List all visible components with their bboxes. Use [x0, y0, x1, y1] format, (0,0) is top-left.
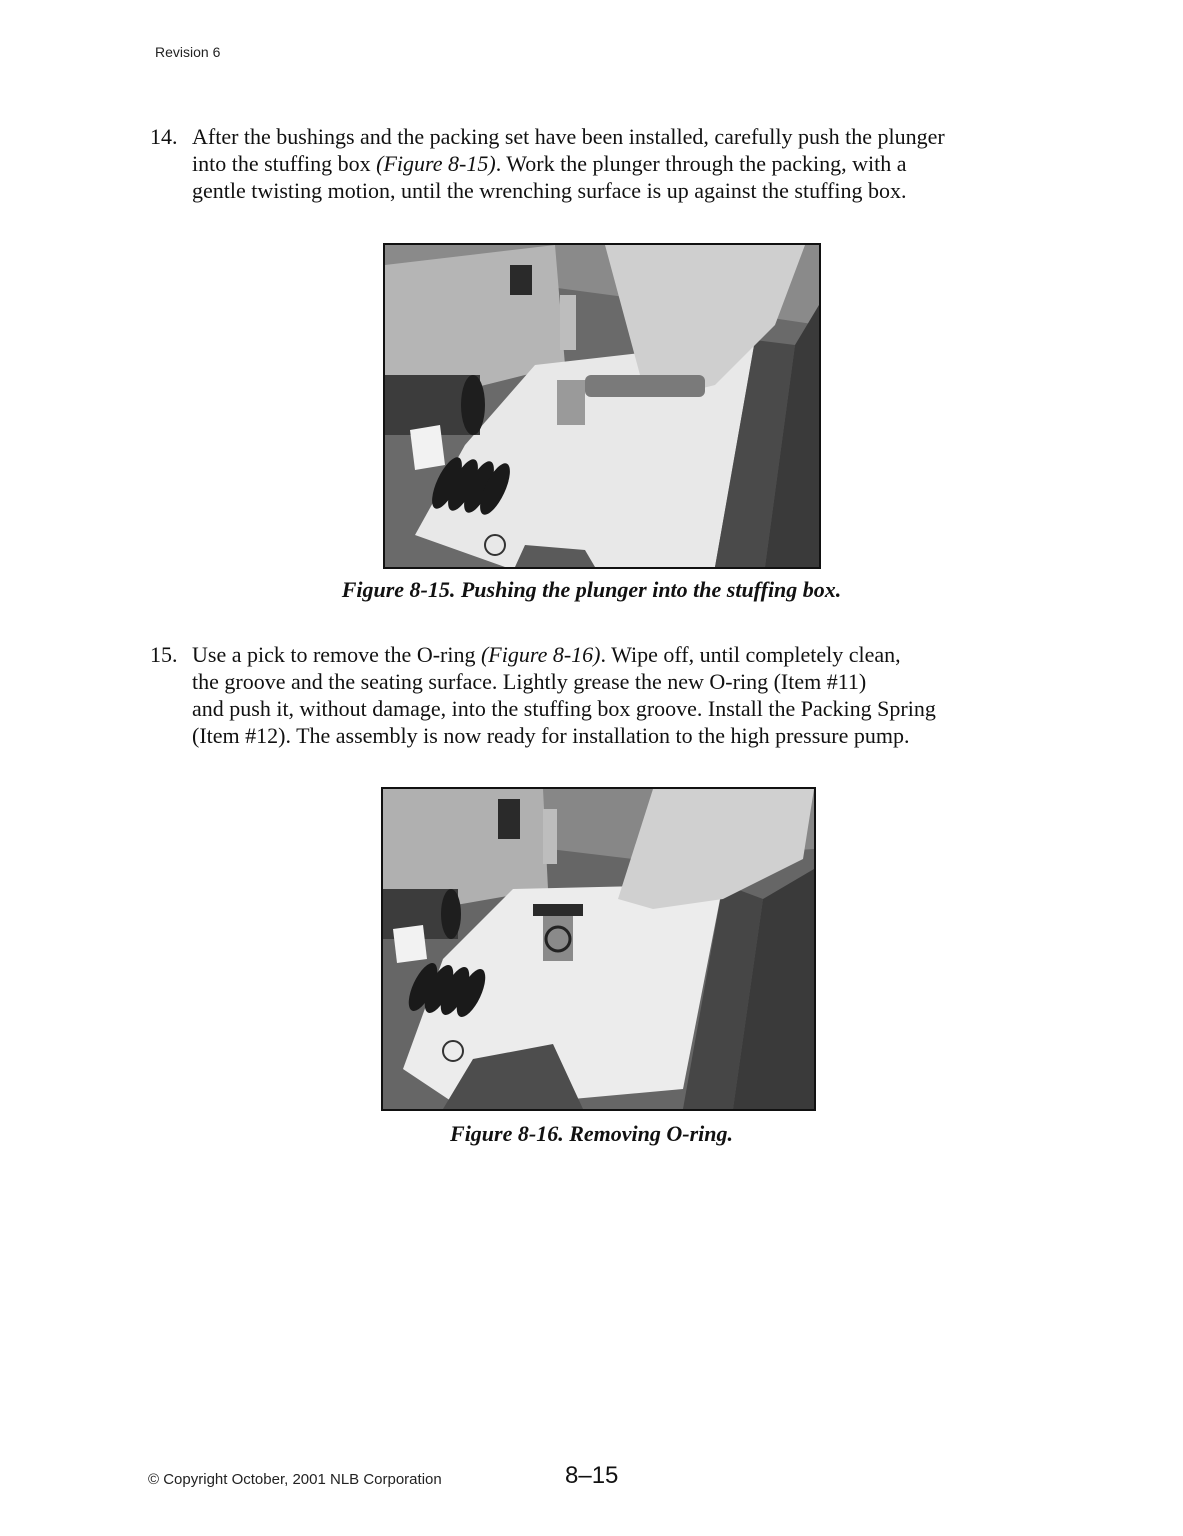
step-number: 15.: [150, 642, 178, 667]
figure-8-16-photo: [381, 787, 816, 1111]
step-15: [150, 641, 1030, 749]
figure-reference: (Figure 8-16): [480, 642, 601, 667]
line-text: . Wipe off, until completely clean,: [600, 642, 901, 667]
photo-illustration: [383, 789, 814, 1109]
revision-label: Revision 6: [155, 44, 221, 60]
figure-8-16-caption: Figure 8-16. Removing O-ring.: [450, 1121, 733, 1146]
step-line: gentle twisting motion, until the wrenching surface is up against the stuffing box.: [192, 178, 907, 203]
page-number: 8–15: [565, 1462, 619, 1489]
step-line: After the bushings and the packing set have been installed, carefully push the plunger: [192, 124, 945, 149]
step-number: 14.: [150, 124, 178, 149]
step-line: the groove and the seating surface. Lightly grease the new O-ring (Item #11): [192, 669, 867, 694]
step-line: [192, 150, 1030, 177]
copyright-notice: © Copyright October, 2001 NLB Corporation: [148, 1471, 442, 1488]
figure-8-15-caption: Figure 8-15. Pushing the plunger into the stuffing box.: [341, 577, 842, 602]
photo-illustration: [385, 245, 819, 567]
figure-reference: (Figure 8-15): [376, 151, 496, 176]
figure-8-15-photo: [383, 243, 821, 569]
step-line: and push it, without damage, into the stuffing box groove. Install the Packing Spring: [192, 696, 936, 721]
step-text: [192, 641, 1030, 749]
step-line: (Item #12). The assembly is now ready for installation to the high pressure pump.: [192, 723, 910, 748]
line-text: . Work the plunger through the packing, with a: [495, 151, 907, 176]
step-text: [192, 123, 1030, 204]
step-14: [150, 123, 1030, 204]
line-text: into the stuffing box: [192, 151, 377, 176]
line-text: Use a pick to remove the O-ring: [192, 642, 481, 667]
step-line: [192, 641, 1030, 668]
